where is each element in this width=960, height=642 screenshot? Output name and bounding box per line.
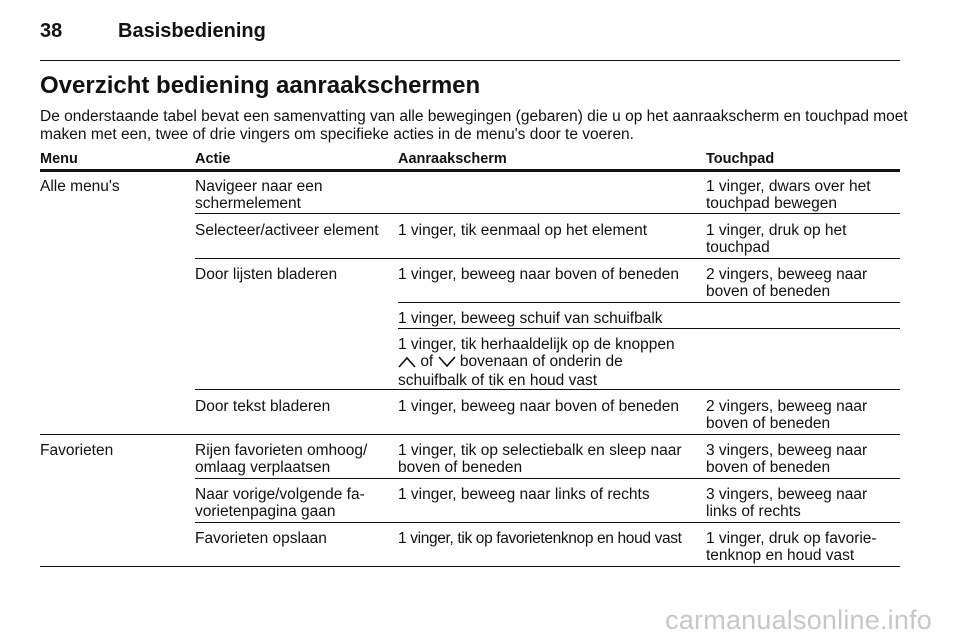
cell-touchscreen: 1 vinger, beweeg naar boven of beneden — [398, 266, 679, 283]
column-header-menu: Menu — [40, 151, 78, 167]
cell-action: Selecteer/activeer element — [195, 222, 379, 239]
watermark: carmanualsonline.info — [665, 605, 932, 635]
chevron-up-icon — [398, 355, 416, 372]
cell-touchpad: 3 vingers, beweeg naar links of rechts — [706, 486, 868, 520]
row-divider — [195, 522, 900, 523]
cell-action: Door lijsten bladeren — [195, 266, 338, 283]
row-divider — [195, 478, 900, 479]
cell-touchscreen: 1 vinger, beweeg schuif van schuifbalk — [398, 310, 663, 327]
cell-touchscreen: 1 vinger, tik op favorietenknop en houd vast — [398, 530, 682, 547]
cell-action: Favorieten opslaan — [195, 530, 327, 547]
cell-touchpad: 3 vingers, beweeg naar boven of beneden — [706, 442, 868, 476]
cell-action: Door tekst bladeren — [195, 398, 331, 415]
row-divider — [195, 258, 900, 259]
group-divider — [40, 434, 900, 435]
cell-touchpad: 1 vinger, dwars over het touchpad bewegen — [706, 178, 871, 212]
column-header-touchpad: Touchpad — [706, 151, 775, 167]
cell-touchpad: 1 vinger, druk op het touchpad — [706, 222, 847, 256]
cell-line-end: bovenaan of onderin de — [459, 353, 623, 370]
cell-touchscreen: 1 vinger, beweeg naar links of rechts — [398, 486, 650, 503]
intro-paragraph: De onderstaande tabel bevat een samenvatting van alle bewegingen (gebaren) die u op het aanraakscherm en touchpad moet maken met een, twee of drie vingers om specifieke acties in de menu's door te voeren. — [40, 108, 908, 143]
or-text: of — [420, 353, 434, 370]
page-title: Overzicht bediening aanraakschermen — [40, 72, 481, 99]
cell-touchscreen: 1 vinger, tik op selectiebalk en sleep naar boven of beneden — [398, 442, 682, 476]
cell-action: Navigeer naar een schermelement — [195, 178, 323, 212]
column-header-action: Actie — [195, 151, 231, 167]
cell-menu: Alle menu's — [40, 178, 120, 195]
cell-touchscreen: 1 vinger, beweeg naar boven of beneden — [398, 398, 679, 415]
row-divider — [195, 213, 900, 214]
chevron-down-icon — [438, 355, 456, 372]
cell-touchpad: 2 vingers, beweeg naar boven of beneden — [706, 398, 868, 432]
row-divider — [398, 302, 900, 303]
table-header-rule — [40, 169, 900, 172]
cell-touchscreen: 1 vinger, tik eenmaal op het element — [398, 222, 648, 239]
page-header — [40, 20, 900, 46]
row-divider — [398, 328, 900, 329]
cell-menu: Favorieten — [40, 442, 114, 459]
table-bottom-rule — [40, 566, 900, 567]
cell-touchpad: 1 vinger, druk op favorie- tenknop en houd vast — [706, 530, 877, 564]
cell-action: Rijen favorieten omhoog/ omlaag verplaatsen — [195, 442, 368, 476]
cell-line — [398, 353, 675, 372]
page-number: 38 — [40, 20, 63, 42]
cell-action: Naar vorige/volgende fa- vorietenpagina gaan — [195, 486, 365, 520]
cell-touchpad: 2 vingers, beweeg naar boven of beneden — [706, 266, 868, 300]
section-title: Basisbediening — [118, 20, 266, 42]
cell-line: schuifbalk of tik en houd vast — [398, 372, 598, 389]
cell-touchscreen — [398, 336, 675, 389]
column-header-touchscreen: Aanraakscherm — [398, 151, 507, 167]
row-divider — [195, 389, 900, 390]
header-rule — [40, 60, 900, 61]
cell-line: 1 vinger, tik herhaaldelijk op de knoppen — [398, 336, 675, 353]
